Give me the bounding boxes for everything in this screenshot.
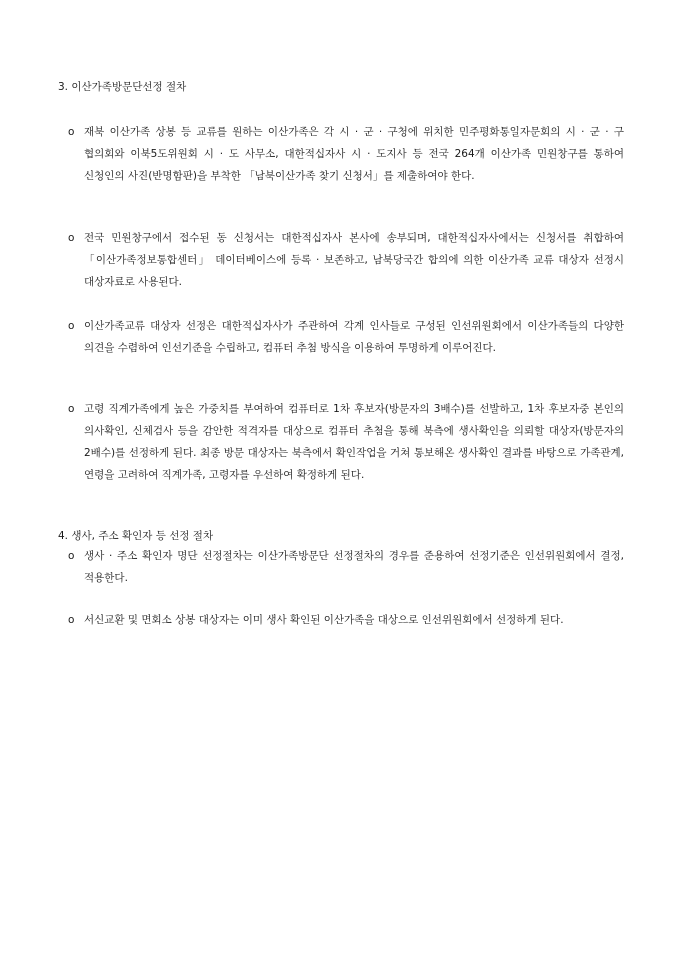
list-item <box>68 227 624 293</box>
list-item <box>68 315 624 359</box>
bullet-marker: o <box>68 126 75 138</box>
bullet-marker: o <box>68 320 75 332</box>
list-item <box>68 398 624 486</box>
paragraph-text: 서신교환 및 면회소 상봉 대상자는 이미 생사 확인된 이산가족을 대상으로 인선위원회에서 선정하게 된다. <box>84 614 564 626</box>
section-heading-4: 4. 생사, 주소 확인자 등 선정 절차 <box>58 530 214 542</box>
paragraph-text: 이산가족교류 대상자 선정은 대한적십자사가 주관하여 각계 인사들로 구성된 인선위원회에서 이산가족들의 다양한 의견을 수렴하여 인선기준을 수립하고, 컴퓨터 추첨 방식을 이용하여 투명하게 이루어진다. <box>84 320 624 354</box>
paragraph-text: 전국 민원창구에서 접수된 동 신청서는 대한적십자사 본사에 송부되며, 대한적십자사에서는 신청서를 취합하여 「이산가족정보통합센터」 데이터베이스에 등록 · 보존하고, 남북당국간 합의에 의한 이산가족 교류 대상자 선정시 대상자료로 사용된다. <box>84 232 624 288</box>
bullet-marker: o <box>68 550 75 562</box>
paragraph-text: 생사 · 주소 확인자 명단 선정절차는 이산가족방문단 선정절차의 경우를 준용하여 선정기준은 인선위원회에서 결정, 적용한다. <box>84 550 624 584</box>
bullet-marker: o <box>68 614 75 626</box>
paragraph-text: 고령 직계가족에게 높은 가중치를 부여하여 컴퓨터로 1차 후보자(방문자의 3배수)를 선발하고, 1차 후보자중 본인의 의사확인, 신체검사 등을 감안한 적격자를 대상으로 컴퓨터 추첨을 통해 북측에 생사확인을 의뢰할 대상자(방문자의 2배수)를 선정하게 된다. 최종 방문 대상자는 북측에서 확인작업을 거쳐 통보해온 생사확인 결과를 바탕으로 가족관계, 연령을 고려하여 직계가족, 고령자를 우선하여 확정하게 된다. <box>84 403 624 481</box>
list-item <box>68 609 624 631</box>
list-item <box>68 121 624 187</box>
bullet-marker: o <box>68 232 75 244</box>
list-item <box>68 545 624 589</box>
paragraph-text: 재북 이산가족 상봉 등 교류를 원하는 이산가족은 각 시 · 군 · 구청에 위치한 민주평화통일자문회의 시 · 군 · 구 협의회와 이북5도위원회 시 · 도 사무소, 대한적십자사 시 · 도지사 등 전국 264개 이산가족 민원창구를 통하여 신청인의 사진(반명함판)을 부착한 「남북이산가족 찾기 신청서」를 제출하여야 한다. <box>84 126 624 182</box>
section-heading-3: 3. 이산가족방문단선정 절차 <box>58 81 187 93</box>
bullet-marker: o <box>68 403 75 415</box>
